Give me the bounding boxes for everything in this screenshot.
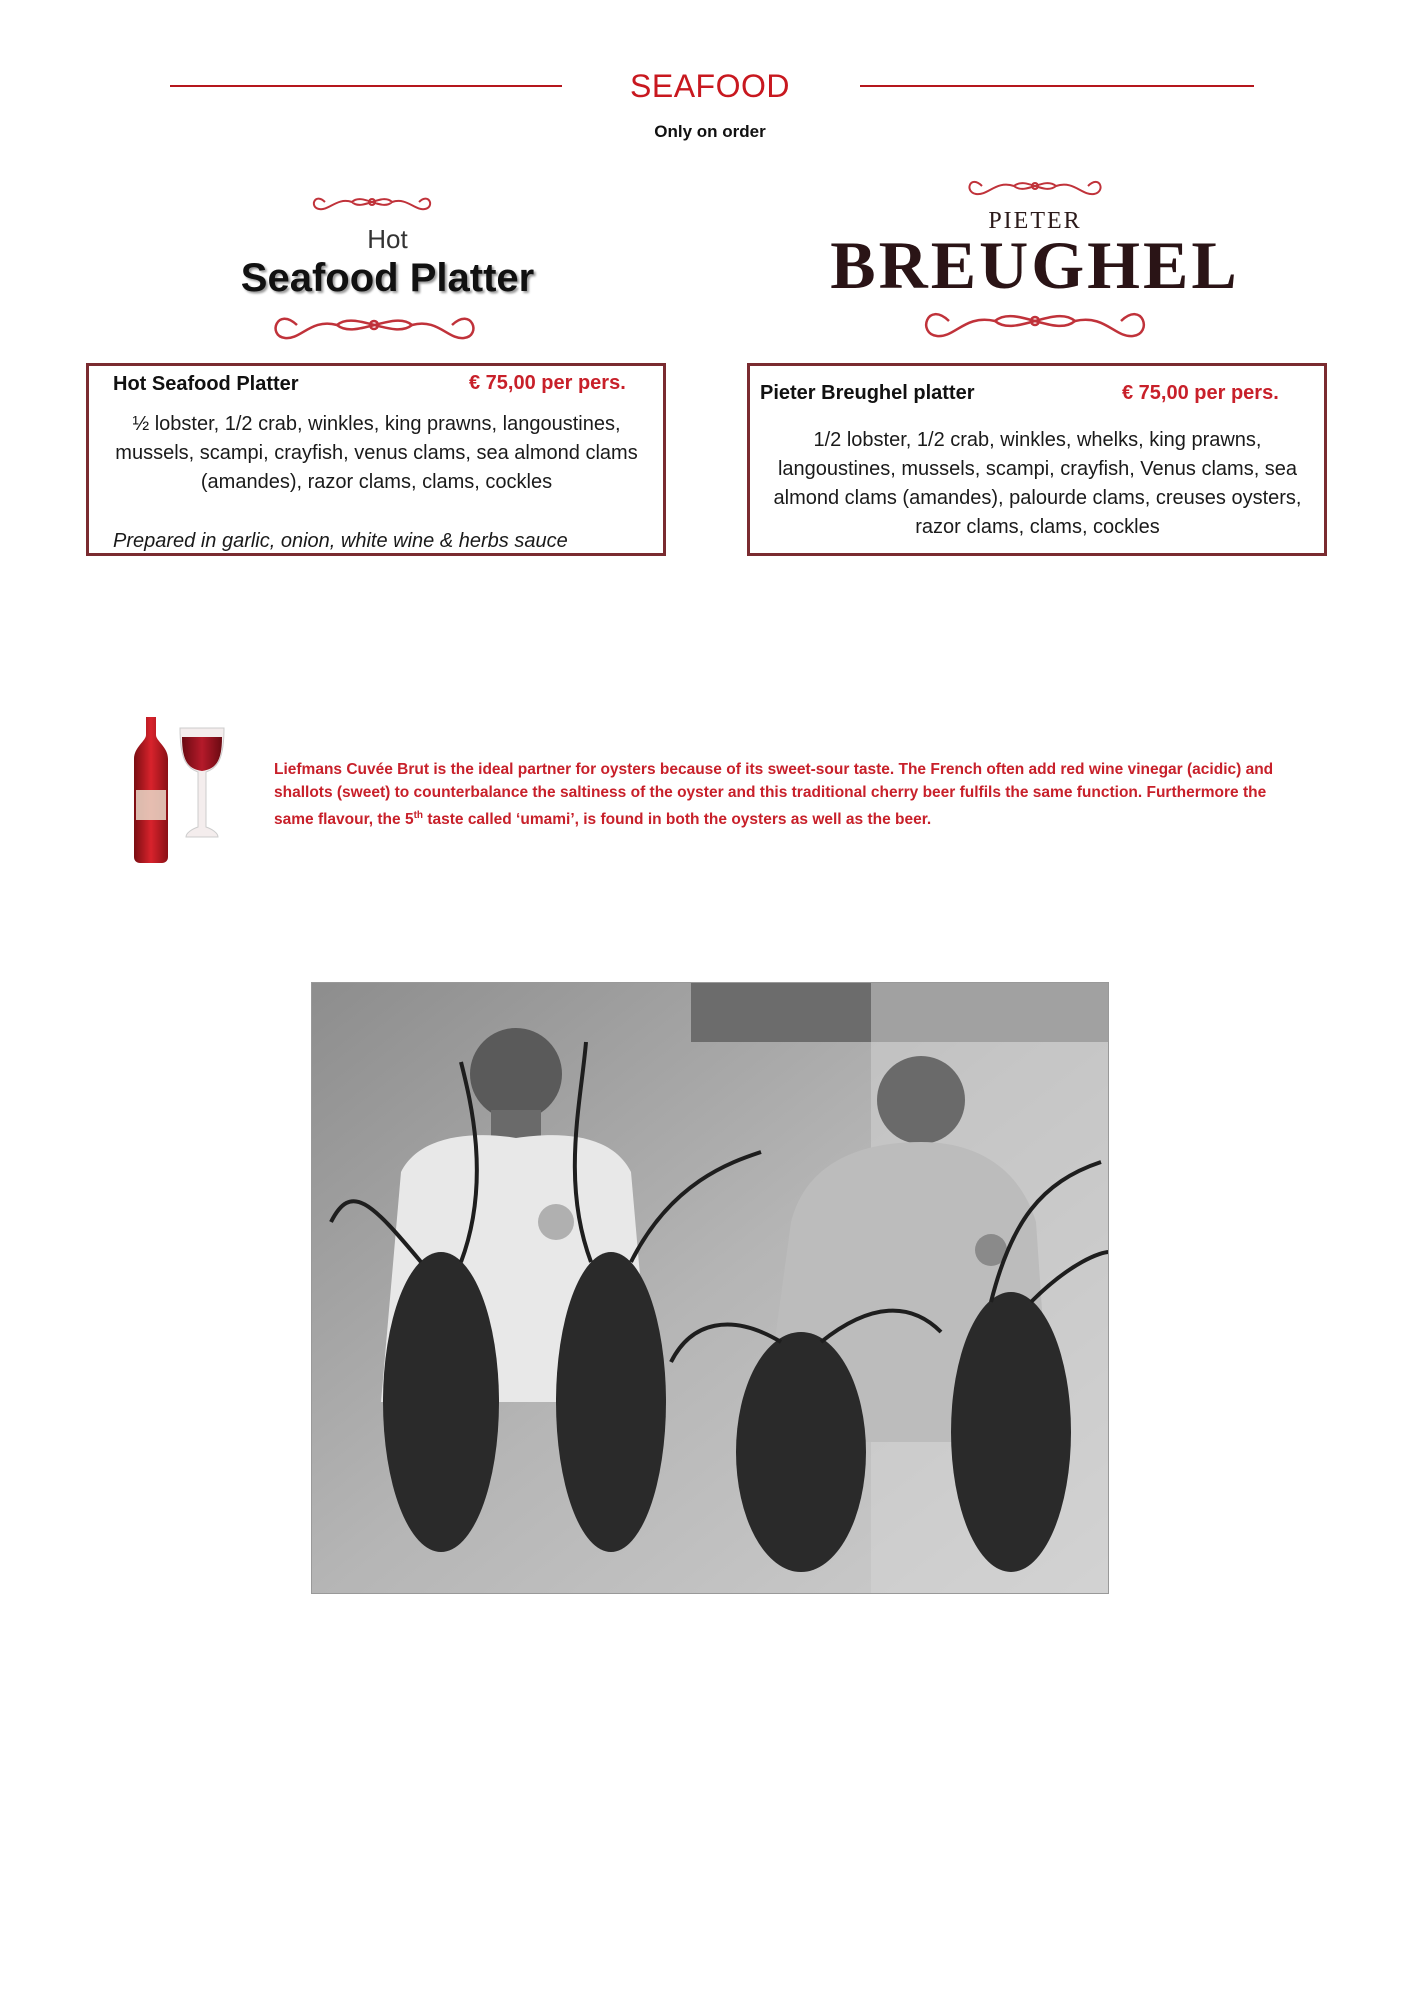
- menu-item-pieter-breughel-platter: [747, 363, 1327, 556]
- liefmans-promo-text: [274, 758, 1284, 831]
- menu-item-price: € 75,00 per pers.: [469, 372, 626, 394]
- vintage-lobster-fishermen-photo: [311, 982, 1109, 1594]
- title-rule-left: [170, 85, 562, 87]
- page-title: SEAFOOD: [630, 68, 790, 104]
- menu-item-hot-seafood-platter: [86, 363, 666, 556]
- menu-item-name: Pieter Breughel platter: [760, 382, 975, 404]
- promo-text-main: Liefmans Cuvée Brut is the ideal partner for oysters because of its sweet-sour taste. The French often add red wine vinegar (acidic) and shallots (sweet) to counterbalance the saltiness of the oyster and this traditional cherry beer fulfils the same function. Furthermore the same flavour, the 5: [274, 761, 1274, 829]
- menu-item-description: ½ lobster, 1/2 crab, winkles, king prawns, langoustines, mussels, scampi, crayfish, venus clams, sea almond clams (amandes), razor clams, clams, cockles: [115, 413, 638, 493]
- beer-bottle-glass-image: [132, 715, 232, 865]
- flourish-bottom-icon: [917, 298, 1153, 344]
- hot-seafood-platter-logo: [215, 182, 560, 352]
- menu-item-price: € 75,00 per pers.: [1122, 382, 1279, 404]
- title-rule-right: [860, 85, 1254, 87]
- flourish-bottom-icon: [267, 304, 482, 346]
- menu-item-note: Prepared in garlic, onion, white wine & herbs sauce: [113, 530, 568, 552]
- pieter-breughel-logo: [815, 168, 1255, 348]
- flourish-top-icon: [307, 187, 437, 217]
- promo-text-end: taste called ‘umami’, is found in both the oysters as well as the beer.: [423, 811, 932, 829]
- logo-breughel-label: BREUGHEL: [830, 227, 1240, 303]
- promo-superscript: th: [413, 810, 424, 821]
- logo-seafood-platter-label: Seafood Platter: [240, 256, 535, 300]
- page-subtitle: Only on order: [654, 122, 766, 141]
- logo-pieter-label: PIETER: [988, 208, 1082, 234]
- menu-item-name: Hot Seafood Platter: [113, 373, 299, 395]
- menu-item-description: 1/2 lobster, 1/2 crab, winkles, whelks, king prawns, langoustines, mussels, scampi, crayfish, Venus clams, sea almond clams (amandes), palourde clams, creuses oysters, razor clams, clams, cockles: [773, 429, 1302, 538]
- logo-hot-label: Hot: [367, 224, 408, 254]
- flourish-top-icon: [962, 170, 1108, 202]
